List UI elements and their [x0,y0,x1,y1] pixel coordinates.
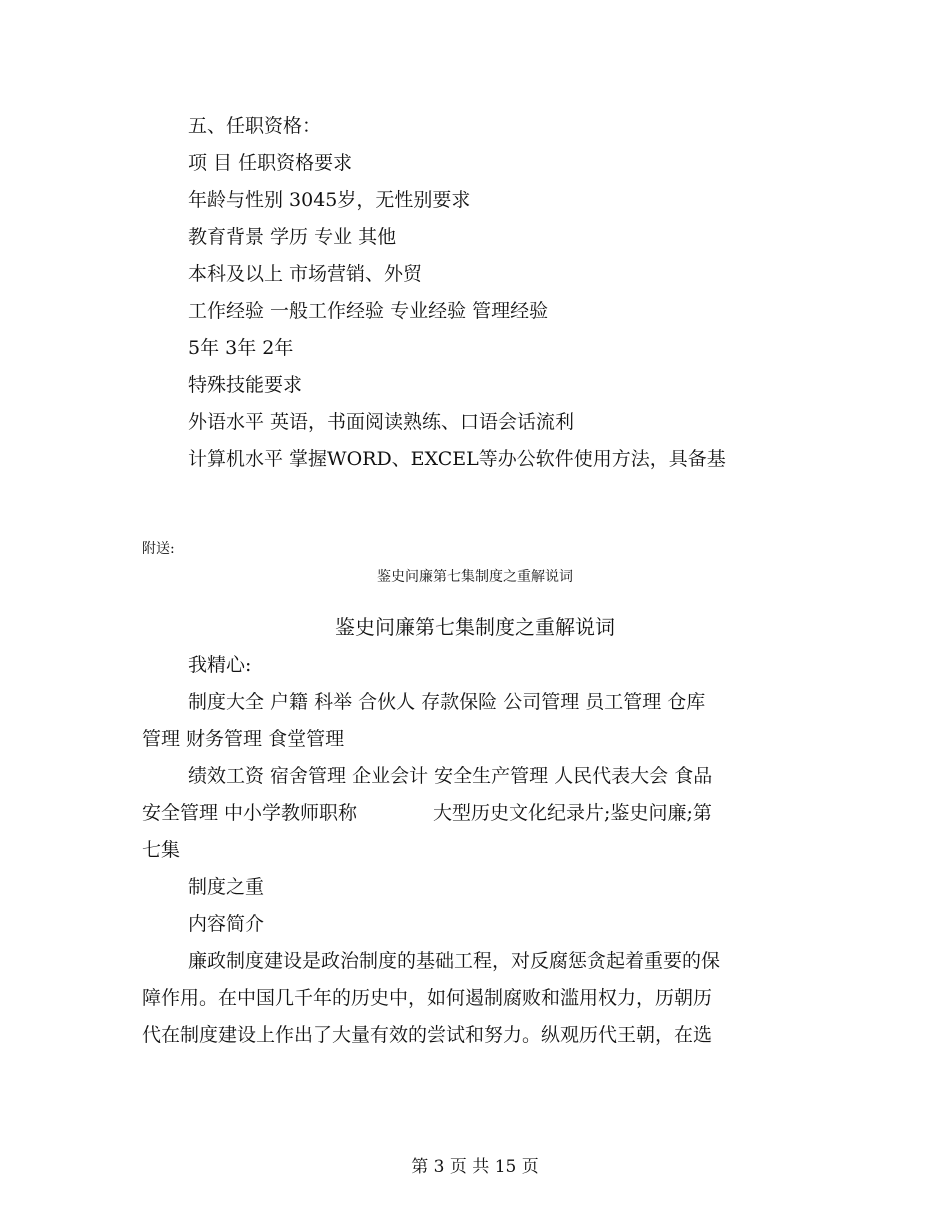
qualification-line: 5年 3年 2年 [188,337,294,359]
intro-heading: 内容简介 [188,913,265,935]
tags-line: 管理 财务管理 食堂管理 [142,728,345,750]
appendix-title: 鉴史问廉第七集制度之重解说词 [335,615,615,639]
greeting: 我精心: [188,654,252,676]
body-text-line: 障作用。在中国几千年的历史中，如何遏制腐败和滥用权力，历朝历 [142,987,713,1009]
qualification-line: 工作经验 一般工作经验 专业经验 管理经验 [188,300,549,322]
tags-line: 绩效工资 宿舍管理 企业会计 安全生产管理 人民代表大会 食品 [188,765,713,787]
qualification-line: 项 目 任职资格要求 [188,152,353,174]
tags-line: 七集 [142,839,181,861]
qualification-line: 年龄与性别 3045岁，无性别要求 [188,189,471,211]
tags-line: 安全管理 中小学教师职称 大型历史文化纪录片;鉴史问廉;第 [142,802,712,824]
appendix-small-title: 鉴史问廉第七集制度之重解说词 [377,569,573,585]
body-text-line: 廉政制度建设是政治制度的基础工程，对反腐惩贪起着重要的保 [188,950,721,972]
section-heading: 五、任职资格： [188,115,322,137]
qualification-line: 特殊技能要求 [188,374,303,396]
qualification-line: 教育背景 学历 专业 其他 [188,226,397,248]
body-text-line: 代在制度建设上作出了大量有效的尝试和努力。纵观历代王朝，在选 [142,1024,713,1046]
qualification-line: 本科及以上 市场营销、外贸 [188,263,423,285]
appendix-label: 附送: [142,541,175,557]
tags-line: 制度大全 户籍 科举 合伙人 存款保险 公司管理 员工管理 仓库 [188,691,706,713]
page-number: 第 3 页 共 15 页 [411,1157,539,1177]
qualification-line: 外语水平 英语，书面阅读熟练、口语会话流利 [188,411,575,433]
subtitle: 制度之重 [188,876,265,898]
qualification-line: 计算机水平 掌握WORD、EXCEL等办公软件使用方法，具备基 [188,448,726,470]
